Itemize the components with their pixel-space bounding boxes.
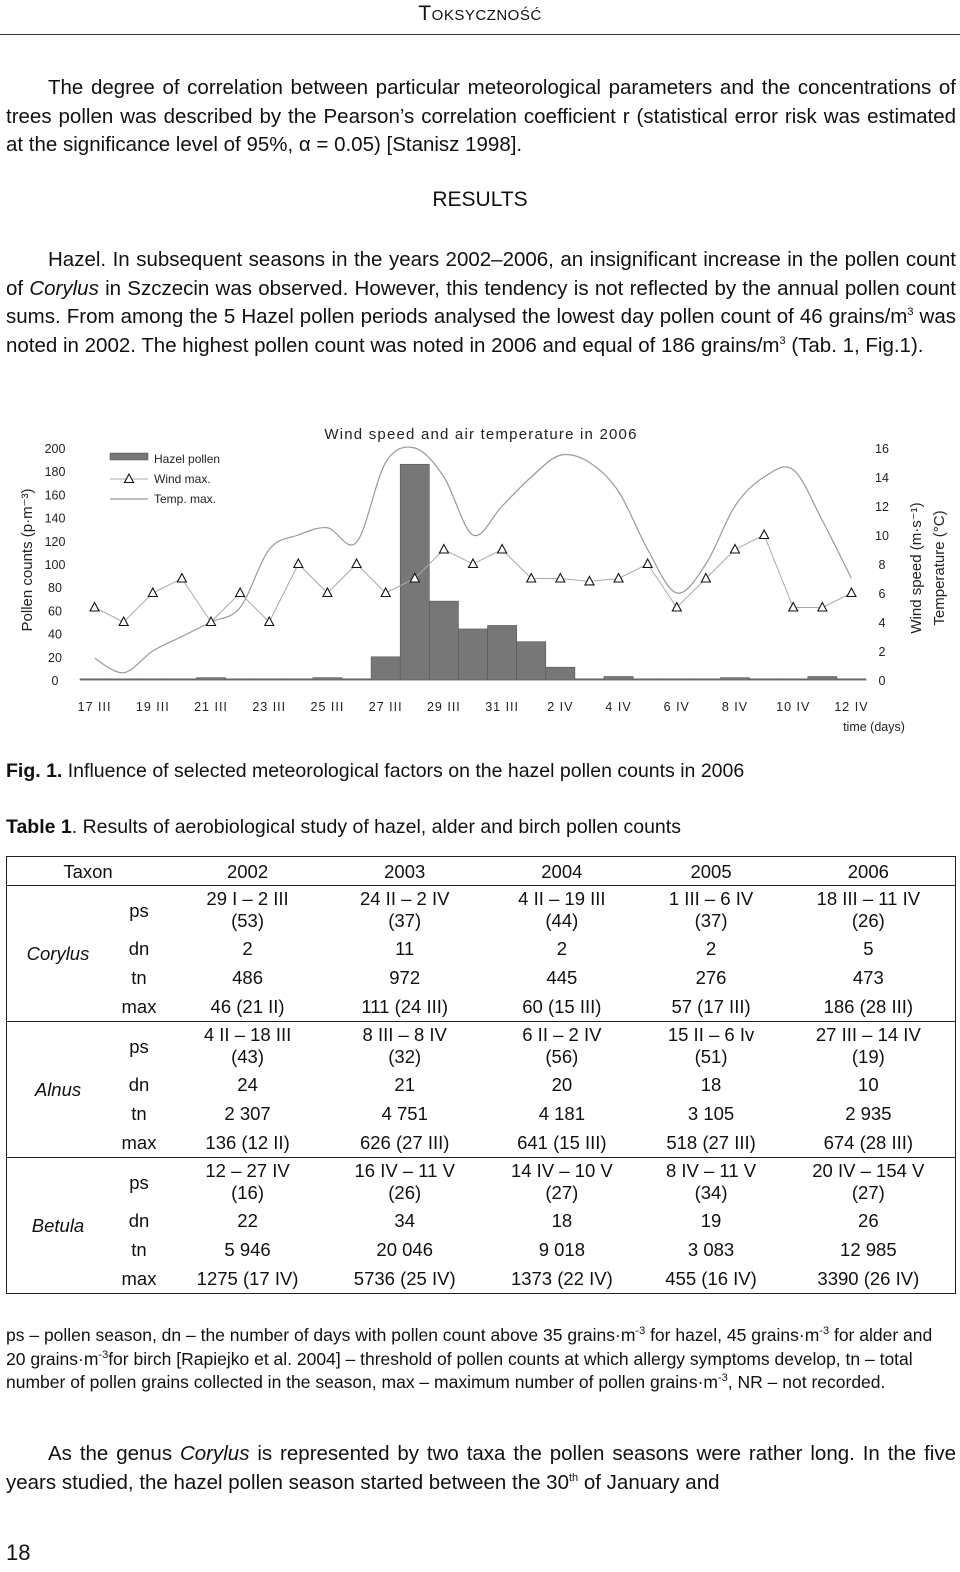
figure-1-chart <box>0 418 960 740</box>
taxon-cell: Corylus <box>26 943 90 964</box>
legend-label: Hazel pollen <box>154 452 221 466</box>
y-right-tick-label: 14 <box>875 471 889 485</box>
results-table <box>6 856 956 1294</box>
table-cell: 9 018 <box>538 1239 585 1260</box>
page-number: 18 <box>6 1540 31 1565</box>
bar-hazel-pollen <box>517 642 546 680</box>
marker-wind-max <box>556 574 565 583</box>
table-cell: 3 083 <box>687 1239 735 1260</box>
figure-caption <box>6 760 744 783</box>
bar-hazel-pollen <box>458 629 487 680</box>
table-cell: 1275 (17 IV) <box>196 1268 299 1289</box>
x-tick-label: 21 III <box>194 700 228 714</box>
table-header-cell: 2005 <box>640 857 781 886</box>
y-left-tick-label: 180 <box>44 465 66 480</box>
x-tick-label: 27 III <box>368 700 403 714</box>
x-axis-label: time (days) <box>843 720 905 734</box>
paragraph-methods <box>6 74 956 160</box>
table-cell: 15 II – 6 Iv (51) <box>640 1022 781 1071</box>
table-caption <box>6 816 681 839</box>
p2-text-3: was noted in 2002. The highest pollen count was noted in 2006 and equal of 186 grains/m <box>6 305 957 357</box>
table-cell: 674 (28 III) <box>823 1132 914 1153</box>
table-cell: 18 III – 11 IV (26) <box>816 888 921 931</box>
table-cell: 4 II – 18 III (43) <box>169 1022 326 1071</box>
table-cell: 136 (12 II) <box>205 1132 290 1153</box>
table-cell: 12 – 27 IV (16) <box>169 1158 326 1207</box>
param-cell: dn <box>128 938 150 959</box>
table-cell: 60 (15 III) <box>522 996 602 1017</box>
x-tick-label: 17 III <box>77 700 112 714</box>
x-tick-label: 19 III <box>135 700 170 714</box>
marker-wind-max <box>236 588 245 597</box>
line-wind-max <box>95 535 852 622</box>
x-tick-label: 6 IV <box>663 700 690 714</box>
p2-text-4: (Tab. 1, Fig.1). <box>785 333 924 357</box>
x-tick-label: 25 III <box>310 700 345 714</box>
table-cell: 20 IV – 154 V (27) <box>782 1158 956 1207</box>
table-header-cell: 2002 <box>169 857 326 886</box>
y-right-tick-label: 2 <box>878 645 886 659</box>
y-left-tick-label: 100 <box>44 558 66 572</box>
table-cell: 445 <box>546 967 578 988</box>
table-cell: 29 I – 2 III (53) <box>206 888 289 931</box>
param-cell: dn <box>128 1210 150 1231</box>
table-cell: 1373 (22 IV) <box>510 1268 613 1289</box>
table-row <box>7 1070 956 1099</box>
y-left-tick-label: 200 <box>44 442 66 456</box>
chart-title: Wind speed and air temperature in 2006 <box>324 426 638 443</box>
table-cell: 19 <box>700 1210 722 1231</box>
hazel-lead: Hazel <box>48 248 101 271</box>
table-cell: 10 <box>858 1074 879 1095</box>
param-cell: ps <box>109 1022 169 1071</box>
table-cell: 21 <box>394 1074 415 1095</box>
table-row <box>7 886 956 935</box>
table-cell: 473 <box>852 967 884 988</box>
table-cell: 5 946 <box>224 1239 271 1260</box>
table-cell: 46 (21 II) <box>210 996 285 1017</box>
table-header-cell: 2003 <box>326 857 483 886</box>
table-cell: 4 751 <box>381 1103 428 1124</box>
marker-wind-max <box>439 545 448 554</box>
table-cell: 24 <box>237 1074 258 1095</box>
y-left-tick-label: 160 <box>44 488 66 503</box>
bar-hazel-pollen <box>371 657 400 680</box>
table-cell: 8 III – 8 IV (32) <box>326 1022 483 1071</box>
taxon-cell: Alnus <box>7 1022 110 1158</box>
y-left-tick-label: 60 <box>48 604 62 619</box>
table-cell: 111 (24 III) <box>361 996 449 1017</box>
y-left-tick-label: 140 <box>44 511 66 526</box>
marker-wind-max <box>352 559 361 568</box>
marker-wind-max <box>643 559 652 568</box>
table-cell: 27 III – 14 IV (19) <box>782 1022 956 1071</box>
marker-wind-max <box>847 588 856 597</box>
y-left-tick-label: 80 <box>48 581 62 596</box>
table-header-row <box>7 857 956 886</box>
y-right-tick-label: 12 <box>875 500 889 514</box>
marker-wind-max <box>760 530 769 539</box>
table-caption-text: . Results of aerobiological study of hazel, alder and birch pollen counts <box>71 816 681 838</box>
legend-label: Wind max. <box>154 472 211 486</box>
paragraph-hazel <box>6 246 956 360</box>
header-rule <box>0 34 960 35</box>
y-right-axis-label-wind: Wind speed (m·s⁻¹) <box>908 502 925 634</box>
table-cell: 18 <box>551 1210 573 1231</box>
table-cell: 20 046 <box>376 1239 433 1260</box>
table-row <box>7 1235 956 1264</box>
table-cell: 1 III – 6 IV (37) <box>668 888 754 931</box>
marker-wind-max <box>731 545 740 554</box>
y-right-tick-label: 4 <box>878 616 886 630</box>
table-cell: 5736 (25 IV) <box>353 1268 456 1289</box>
x-tick-label: 10 IV <box>776 700 811 714</box>
table-cell: 455 (16 IV) <box>665 1268 757 1289</box>
table-cell: 20 <box>551 1074 573 1095</box>
table-cell: 2 <box>242 938 253 959</box>
table-cell: 4 181 <box>538 1103 585 1124</box>
marker-wind-max <box>469 559 478 568</box>
table-cell: 12 985 <box>840 1239 897 1260</box>
table-cell: 276 <box>695 967 727 988</box>
section-heading-results: RESULTS <box>432 188 528 211</box>
paragraph-season: As the genus Corylus is represented by two taxa the pollen seasons were rather long. In the five years studied, the hazel pollen season started between the 30th of January and <box>6 1442 956 1494</box>
param-cell: max <box>121 1268 157 1289</box>
running-header: Toksyczność <box>418 2 542 25</box>
table-row <box>7 1099 956 1128</box>
y-left-tick-label: 120 <box>44 534 66 549</box>
table-header-cell: 2004 <box>483 857 640 886</box>
bar-hazel-pollen <box>488 625 517 680</box>
p2-sup-2: 3 <box>779 334 786 347</box>
table-cell: 16 IV – 11 V (26) <box>326 1158 483 1207</box>
table-caption-label: Table 1 <box>6 816 72 838</box>
x-tick-label: 4 IV <box>605 700 632 714</box>
table-cell: 3390 (26 IV) <box>817 1268 920 1289</box>
param-cell: tn <box>131 1103 147 1124</box>
y-right-tick-label: 6 <box>878 587 886 601</box>
bar-hazel-pollen <box>546 667 575 680</box>
table-cell: 18 <box>700 1074 722 1095</box>
param-cell: max <box>121 1132 157 1153</box>
paragraph-methods-text: The degree of correlation between particular meteorological parameters and the concentrations of trees pollen was described by the Pearson’s correlation coefficient r (statistical error risk was estimated at the significance level of 95%, α = 0.05) [Stanisz 1998]. <box>6 76 956 157</box>
table-footnote: ps – pollen season, dn – the number of days with pollen count above 35 $grains\cdot m^{-3}$ for hazel, 45 $grains\cdot m^{-3}$ for alder and 20 $grains\cdot m^{-3}for$ birch [Rapiejko et al. 2004] – threshold of pollen counts at which allergy symptoms develop, tn – total number of pollen grains collected in the season, max – maximum number of pollen $grains\cdot m^{-3}$, NR – not recorded. <box>6 1325 933 1392</box>
bar-hazel-pollen <box>400 464 429 680</box>
table-cell: 5 <box>863 938 874 959</box>
y-left-tick-label: 20 <box>48 650 62 665</box>
y-right-tick-label: 16 <box>875 442 889 456</box>
marker-wind-max <box>90 603 99 612</box>
table-cell: 2 307 <box>224 1103 271 1124</box>
table-cell: 57 (17 III) <box>671 996 751 1017</box>
table-cell: 2 935 <box>845 1103 892 1124</box>
bar-hazel-pollen <box>429 601 458 680</box>
table-cell: 11 <box>395 938 415 959</box>
table-cell: 24 II – 2 IV (37) <box>359 888 450 931</box>
legend-label: Temp. max. <box>154 492 217 506</box>
x-tick-label: 23 III <box>252 700 287 714</box>
legend-swatch-wind-marker <box>125 474 134 483</box>
bar-hazel-pollen <box>808 677 837 680</box>
table-header-cell: 2006 <box>782 857 956 886</box>
table-row <box>7 1206 956 1235</box>
table-cell: 14 IV – 10 V (27) <box>483 1158 640 1207</box>
y-right-tick-label: 0 <box>878 674 886 688</box>
table-cell: 26 <box>858 1210 879 1231</box>
taxon-cell: Betula <box>7 1158 110 1294</box>
x-tick-label: 2 IV <box>547 700 574 714</box>
table-row <box>7 963 956 992</box>
marker-wind-max <box>294 559 303 568</box>
table-cell: 22 <box>237 1210 258 1231</box>
table-header-cell: Taxon <box>7 857 170 886</box>
param-cell: ps <box>109 1158 169 1207</box>
p2-text-2: in Szczecin was observed. However, this tendency is not reflected by the annual pollen count sums. From among the 5 Hazel pollen periods analysed the lowest day pollen count of 46 grains/m <box>6 276 956 329</box>
figure-caption-label: Fig. 1. <box>6 760 63 782</box>
table-row <box>7 934 956 963</box>
table-cell: 6 II – 2 IV (56) <box>483 1022 640 1071</box>
param-cell: tn <box>131 1239 147 1260</box>
figure-caption-text: Influence of selected meteorological factors on the hazel pollen counts in 2006 <box>62 760 745 782</box>
table-cell: 186 (28 III) <box>823 996 914 1017</box>
p2-genus: Corylus <box>29 276 99 300</box>
marker-wind-max <box>614 574 623 583</box>
marker-wind-max <box>498 545 507 554</box>
table-cell: 3 105 <box>687 1103 735 1124</box>
y-left-tick-label: 40 <box>48 627 62 642</box>
table-cell: 486 <box>232 967 263 988</box>
y-left-tick-label: 0 <box>51 674 59 688</box>
x-tick-label: 29 III <box>426 700 461 714</box>
table-cell: 626 (27 III) <box>359 1132 450 1153</box>
marker-wind-max <box>789 603 798 612</box>
param-cell: max <box>121 996 157 1017</box>
x-tick-label: 31 III <box>485 700 520 714</box>
table-row <box>7 1158 956 1207</box>
table-cell: 972 <box>389 967 421 988</box>
param-cell: dn <box>128 1074 150 1095</box>
table-cell: 641 (15 III) <box>517 1132 607 1153</box>
table-cell: 2 <box>705 938 717 959</box>
legend-swatch-hazel <box>110 453 148 460</box>
y-right-tick-label: 10 <box>875 529 889 543</box>
table-row <box>7 1128 956 1158</box>
table-row <box>7 1264 956 1294</box>
table-row <box>7 1022 956 1071</box>
marker-wind-max <box>818 603 827 612</box>
marker-wind-max <box>148 588 157 597</box>
table-cell: 2 <box>556 938 567 959</box>
y-right-tick-label: 8 <box>878 558 886 572</box>
x-tick-label: 12 IV <box>834 700 869 714</box>
table-cell: 4 II – 19 III (44) <box>518 888 606 931</box>
table-cell: 518 (27 III) <box>666 1132 756 1153</box>
x-tick-label: 8 IV <box>721 700 749 714</box>
y-left-axis-label: Pollen counts (p·m⁻³) <box>19 488 36 632</box>
p3-genus: Corylus <box>179 1442 250 1465</box>
table-row <box>7 992 956 1022</box>
table-cell: 34 <box>394 1210 415 1231</box>
marker-wind-max <box>177 574 186 583</box>
p2-sup-1: 3 <box>907 306 914 319</box>
p2-text-1: . In subsequent seasons in the years 2002–2006, an insignificant increase in the pollen count of <box>6 248 956 300</box>
param-cell: ps <box>129 899 149 921</box>
param-cell: tn <box>131 967 147 988</box>
y-right-axis-label-temp: Temperature (°C) <box>931 510 948 626</box>
bar-hazel-pollen <box>604 677 633 680</box>
table-cell: 8 IV – 11 V (34) <box>640 1158 781 1207</box>
